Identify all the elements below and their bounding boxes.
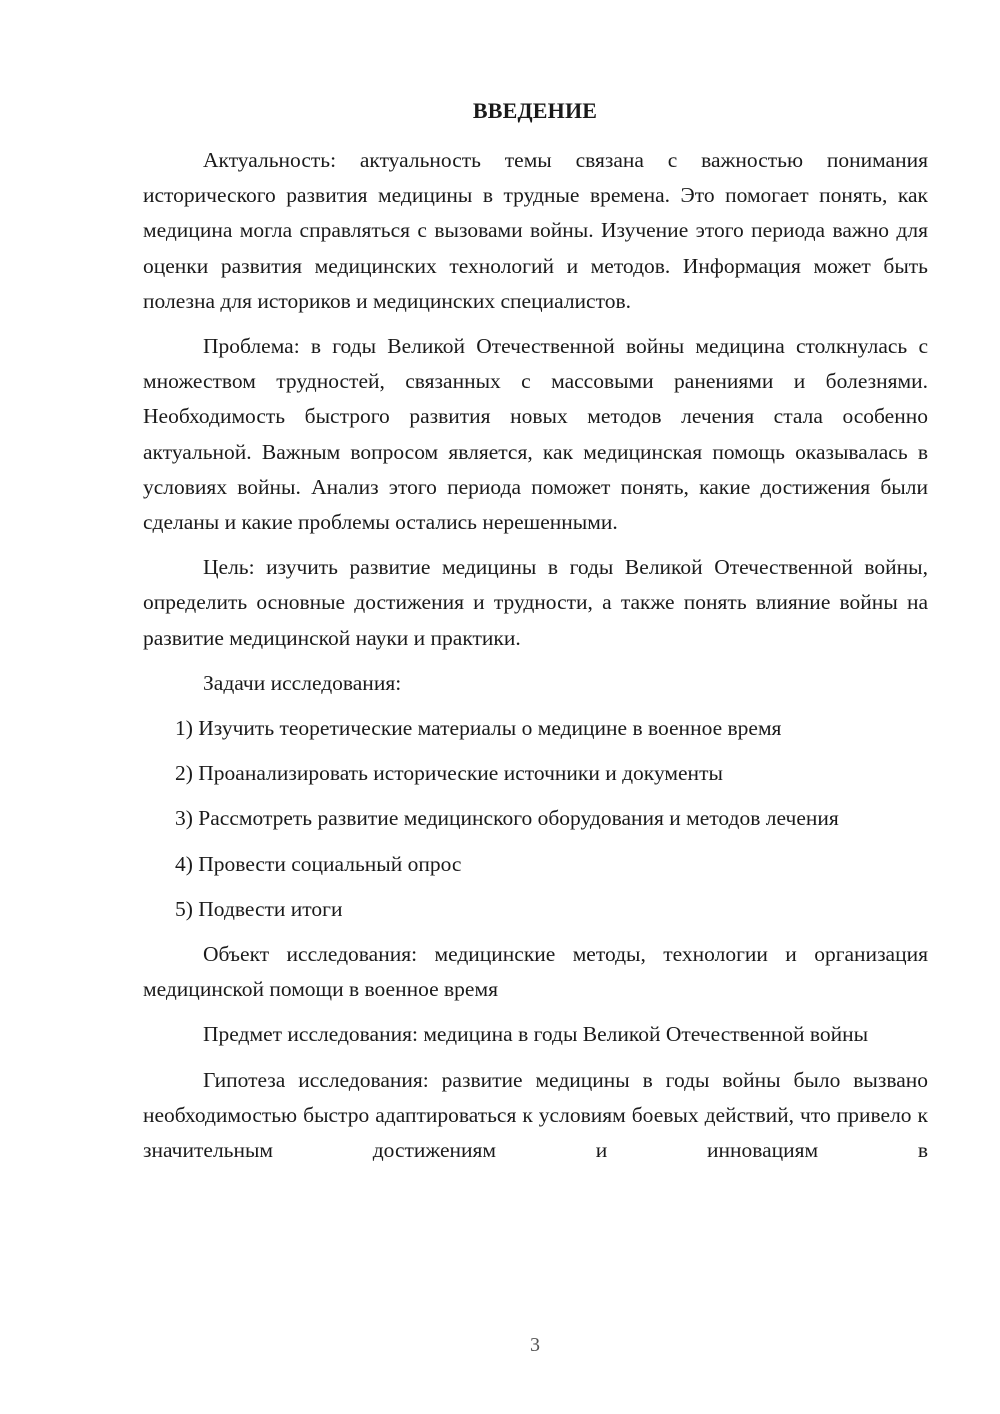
paragraph-relevance: Актуальность: актуальность темы связана с важностью понимания исторического развития медицины в трудные времена. Это помогает понять, как медицина могла справляться с вызовами войны. Изучение этого периода важно для оценки развития медицинских технологий и методов. Информация может быть полезна для историков и медицинских специалистов.: [143, 148, 928, 313]
document-body: [143, 143, 928, 1178]
paragraph-subject: Предмет исследования: медицина в годы Великой Отечественной войны: [203, 1022, 869, 1047]
paragraph-goal: Цель: изучить развитие медицины в годы Великой Отечественной войны, определить основные достижения и трудности, а также понять влияние войны на развитие медицинской науки и практики.: [143, 555, 928, 650]
paragraph-object: Объект исследования: медицинские методы, технологии и организация медицинской помощи в военное время: [143, 942, 928, 1002]
tasks-heading: Задачи исследования:: [203, 670, 402, 695]
task-item: 5) Подвести итоги: [175, 896, 343, 921]
paragraph-hypothesis: Гипотеза исследования: развитие медицины в годы войны было вызвано необходимостью быстро адаптироваться к условиям боевых действий, что привело к значительным достижениям и инновациям в: [143, 1067, 928, 1163]
paragraph-problem: Проблема: в годы Великой Отечественной войны медицина столкнулась с множеством трудностей, связанных с массовыми ранениями и болезнями. Необходимость быстрого развития новых методов лечения стала особенно актуальной. Важным вопросом является, как медицинская помощь оказывалась в условиях войны. Анализ этого периода поможет понять, какие достижения были сделаны и какие проблемы остались нерешенными.: [143, 334, 928, 535]
task-item: 3) Рассмотреть развитие медицинского оборудования и методов лечения: [175, 806, 839, 831]
task-item: 4) Провести социальный опрос: [175, 851, 462, 876]
task-item: 2) Проанализировать исторические источники и документы: [175, 761, 723, 786]
page-title: ВВЕДЕНИЕ: [472, 98, 598, 123]
page-number: 3: [530, 1334, 540, 1356]
task-item: 1) Изучить теоретические материалы о медицине в военное время: [175, 716, 782, 741]
